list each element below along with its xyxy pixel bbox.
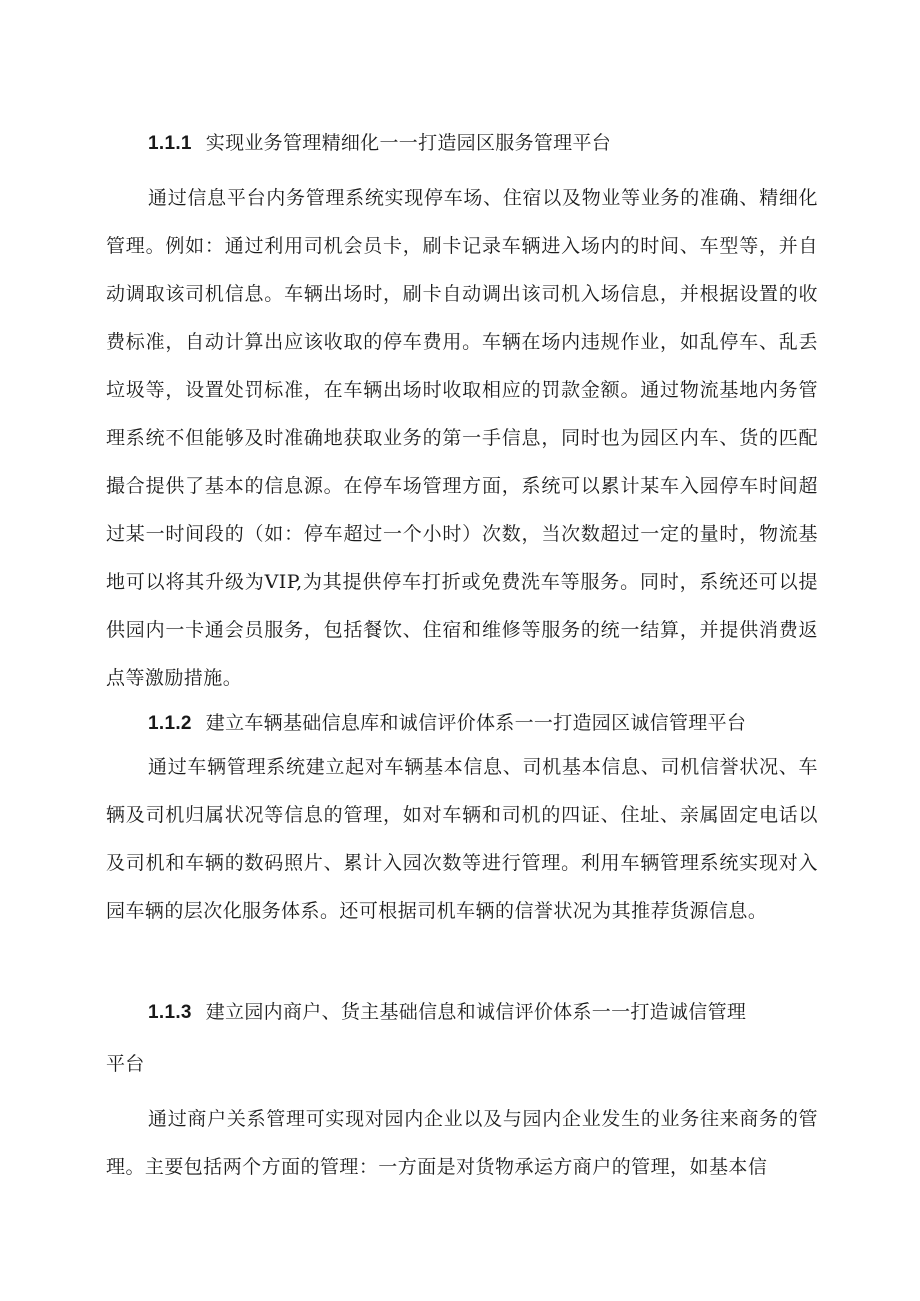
section-title: 建立车辆基础信息库和诚信评价体系一一打造园区诚信管理平台 <box>205 712 747 734</box>
section-heading-1-1-3 <box>148 997 746 1028</box>
paragraph-vehicle-credit: 通过车辆管理系统建立起对车辆基本信息、司机基本信息、司机信誉状况、车辆及司机归属状况等信息的管理，如对车辆和司机的四证、住址、亲属固定电话以及司机和车辆的数码照片、累计入园次数等进行管理。利用车辆管理系统实现对入园车辆的层次化服务体系。还可根据司机车辆的信誉状况为其推荐货源信息。 <box>106 756 818 922</box>
section-number: 1.1.1 <box>148 133 192 154</box>
section-heading-1-1-2 <box>148 708 746 739</box>
section-title: 建立园内商户、货主基础信息和诚信评价体系一一打造诚信管理 <box>205 1001 747 1023</box>
section-title: 实现业务管理精细化一一打造园区服务管理平台 <box>205 132 612 154</box>
section-heading-1-1-1 <box>148 128 611 159</box>
section-number: 1.1.2 <box>148 713 192 734</box>
section-number: 1.1.3 <box>148 1002 192 1023</box>
section-title-continued: 平台 <box>106 1053 145 1075</box>
paragraph-merchant-relations: 通过商户关系管理可实现对园内企业以及与园内企业发生的业务往来商务的管理。主要包括两个方面的管理：一方面是对货物承运方商户的管理，如基本信 <box>106 1108 818 1178</box>
paragraph-service-management: 通过信息平台内务管理系统实现停车场、住宿以及物业等业务的准确、精细化管理。例如：通过利用司机会员卡，刷卡记录车辆进入场内的时间、车型等，并自动调取该司机信息。车辆出场时，刷卡自动调出该司机入场信息，并根据设置的收费标准，自动计算出应该收取的停车费用。车辆在场内违规作业，如乱停车、乱丢垃圾等，设置处罚标准，在车辆出场时收取相应的罚款金额。通过物流基地内务管理系统不但能够及时准确地获取业务的第一手信息，同时也为园区内车、货的匹配撮合提供了基本的信息源。在停车场管理方面，系统可以累计某车入园停车时间超过某一时间段的（如：停车超过一个小时）次数，当次数超过一定的量时，物流基地可以将其升级为VIP,为其提供停车打折或免费洗车等服务。同时，系统还可以提供园内一卡通会员服务，包括餐饮、住宿和维修等服务的统一结算，并提供消费返点等激励措施。 <box>106 187 818 689</box>
